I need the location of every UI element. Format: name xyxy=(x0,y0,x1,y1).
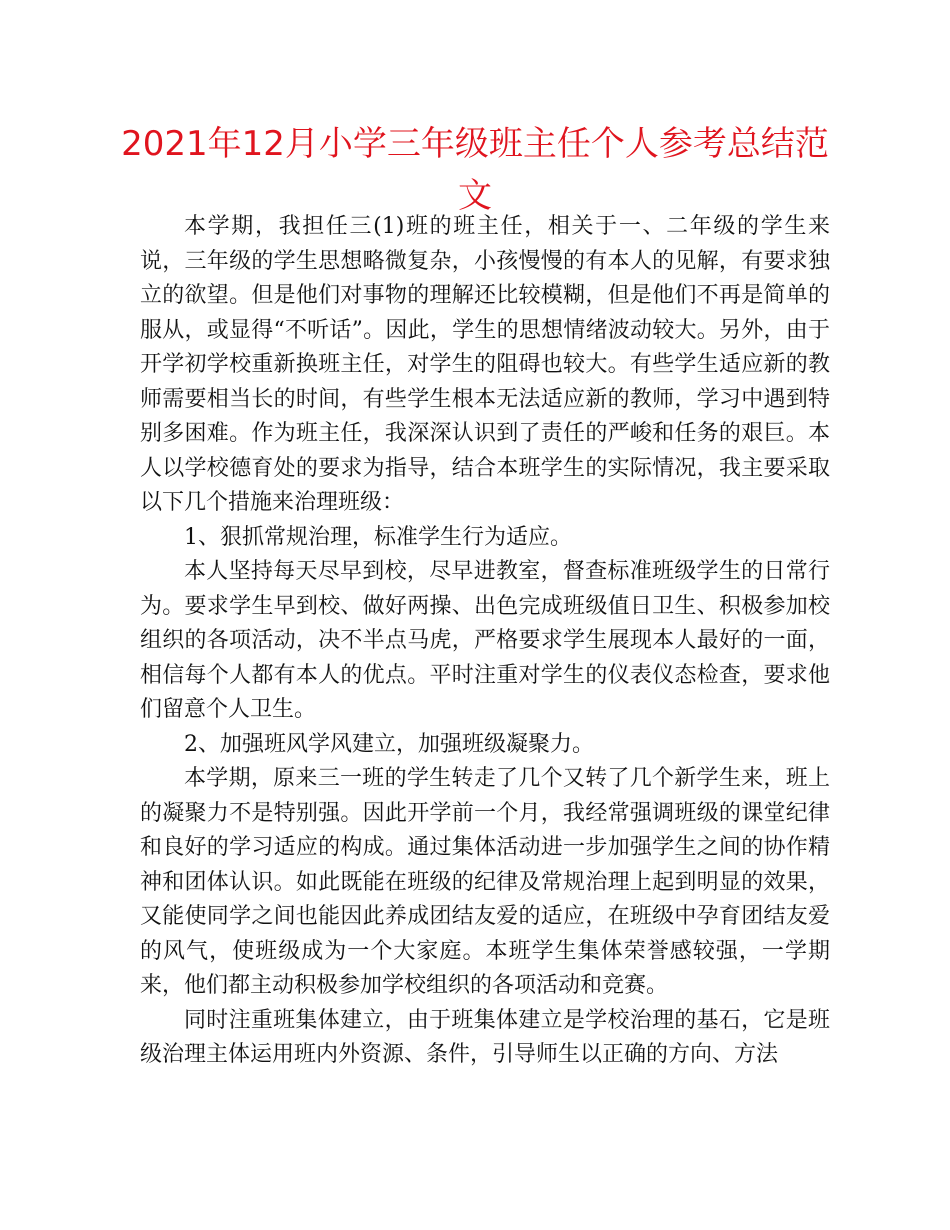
paragraph-point-2: 本学期，原来三一班的学生转走了几个又转了几个新学生来，班上的凝聚力不是特别强。因此开学前一个月，我经常强调班级的课堂纪律和良好的学习适应的构成。通过集体活动进一步加强学生之间的协作精神和团体认识。如此既能在班级的纪律及常规治理上起到明显的效果，又能使同学之间也能因此养成团结友爱的适应，在班级中孕育团结友爱的风气，使班级成为一个大家庭。本班学生集体荣誉感较强，一学期来，他们都主动积极参加学校组织的各项活动和竞赛。 xyxy=(140,766,830,998)
heading-point-1: 1、狠抓常规治理，标准学生行为适应。 xyxy=(184,524,572,550)
document-title: 2021年12月小学三年级班主任个人参考总结范文 xyxy=(121,124,829,216)
paragraph-point-1: 本人坚持每天尽早到校，尽早进教室，督查标准班级学生的日常行为。要求学生早到校、做好两操、出色完成班级值日卫生、积极参加校组织的各项活动，决不半点马虎，严格要求学生展现本人最好的一面，相信每个人都有本人的优点。平时注重对学生的仪表仪态检查，要求他们留意个人卫生。 xyxy=(140,559,830,722)
paragraph-intro: 本学期，我担任三(1)班的班主任，相关于一、二年级的学生来说，三年级的学生思想略微复杂，小孩慢慢的有本人的见解，有要求独立的欲望。但是他们对事物的理解还比较模糊，但是他们不再是简单的服从，或显得“不听话”。因此，学生的思想情绪波动较大。另外，由于开学初学校重新换班主任，对学生的阻碍也较大。有些学生适应新的教师需要相当长的时间，有些学生根本无法适应新的教师，学习中遇到特别多困难。作为班主任，我深深认识到了责任的严峻和任务的艰巨。本人以学校德育处的要求为指导，结合本班学生的实际情况，我主要采取以下几个措施来治理班级： xyxy=(140,214,830,515)
heading-point-2: 2、加强班风学风建立，加强班级凝聚力。 xyxy=(184,731,594,757)
document-body xyxy=(140,210,830,1073)
paragraph-class-building: 同时注重班集体建立，由于班集体建立是学校治理的基石，它是班级治理主体运用班内外资源、条件，引导师生以正确的方向、方法 xyxy=(140,1007,830,1067)
